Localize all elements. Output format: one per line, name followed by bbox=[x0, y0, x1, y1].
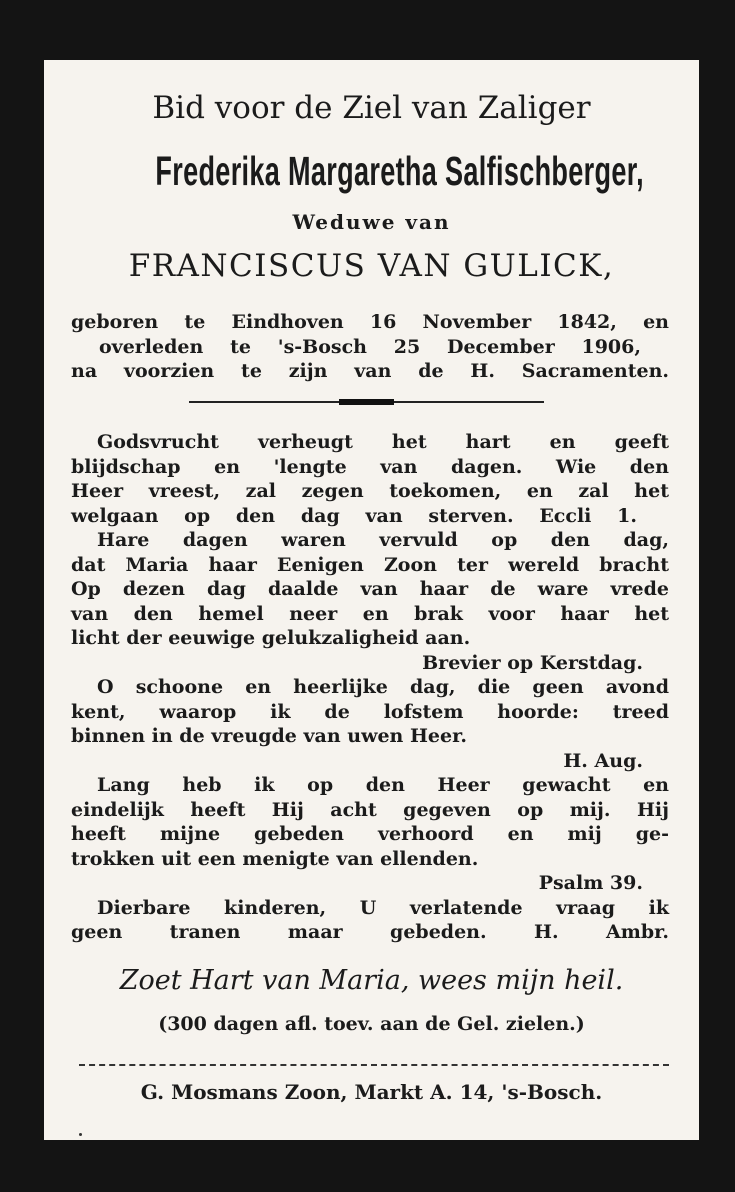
quote-line: Op dezen dag daalde van haar de ware vrede bbox=[71, 578, 669, 600]
quote-line: van den hemel neer en brak voor haar het bbox=[71, 602, 669, 625]
card-header: Bid voor de Ziel van Zaliger bbox=[152, 90, 591, 126]
print-speck bbox=[79, 1133, 82, 1136]
quote-line: Dierbare kinderen, U verlatende vraag ik bbox=[97, 896, 669, 919]
quote-line: Heer vreest, zal zegen toekomen, en zal het bbox=[71, 480, 669, 502]
quote-source: Brevier op Kerstdag. bbox=[422, 651, 643, 674]
husband-name: FRANCISCUS VAN GULICK, bbox=[128, 248, 615, 284]
ornamental-divider bbox=[189, 401, 544, 403]
quote-line: heeft mijne gebeden verhoord en mij ge- bbox=[71, 823, 669, 845]
quote-line: binnen in de vreugde van uwen Heer. bbox=[71, 725, 467, 747]
quote-line: licht der eeuwige gelukzaligheid aan. bbox=[71, 627, 471, 649]
quote-line: kent, waarop ik de lofstem hoorde: treed bbox=[71, 700, 669, 723]
quotes-text bbox=[71, 430, 669, 945]
quote-line: blijdschap en 'lengte van dagen. Wie den bbox=[71, 455, 669, 478]
sacrament-line: na voorzien te zijn van de H. Sacramenten. bbox=[71, 360, 669, 382]
quote-line: dat Maria haar Eenigen Zoon ter wereld bracht bbox=[71, 553, 669, 576]
birth-death-text bbox=[71, 310, 669, 384]
indulgence-note: (300 dagen afl. toev. aan de Gel. zielen.) bbox=[158, 1013, 585, 1035]
birth-line: geboren te Eindhoven 16 November 1842, en bbox=[71, 311, 669, 333]
quote-line: Hare dagen waren vervuld op den dag, bbox=[97, 529, 669, 551]
quote-line: trokken uit een menigte van ellenden. bbox=[71, 847, 479, 870]
quote-line: Godsvrucht verheugt het hart en geeft bbox=[97, 431, 669, 453]
memorial-card bbox=[44, 60, 699, 1140]
relation-label: Weduwe van bbox=[292, 210, 451, 234]
deceased-name: Frederika Margaretha Salfischberger, bbox=[155, 148, 644, 194]
quote-source: Psalm 39. bbox=[538, 872, 643, 894]
quote-line: O schoone en heerlijke dag, die geen avond bbox=[97, 676, 669, 698]
death-line: overleden te 's-Bosch 25 December 1906, bbox=[99, 335, 641, 358]
quote-source: H. Aug. bbox=[563, 749, 643, 772]
printer-imprint: G. Mosmans Zoon, Markt A. 14, 's-Bosch. bbox=[140, 1080, 603, 1104]
quote-line: geen tranen maar gebeden. H. Ambr. bbox=[71, 921, 669, 943]
closing-prayer: Zoet Hart van Maria, wees mijn heil. bbox=[119, 965, 624, 996]
divider-center-bar bbox=[339, 399, 394, 405]
quote-line: welgaan op den dag van sterven. Eccli 1. bbox=[71, 504, 637, 527]
dashed-divider bbox=[79, 1064, 669, 1066]
quote-line: Lang heb ik op den Heer gewacht en bbox=[97, 774, 669, 796]
quote-line: eindelijk heeft Hij acht gegeven op mij. Hij bbox=[71, 798, 669, 821]
